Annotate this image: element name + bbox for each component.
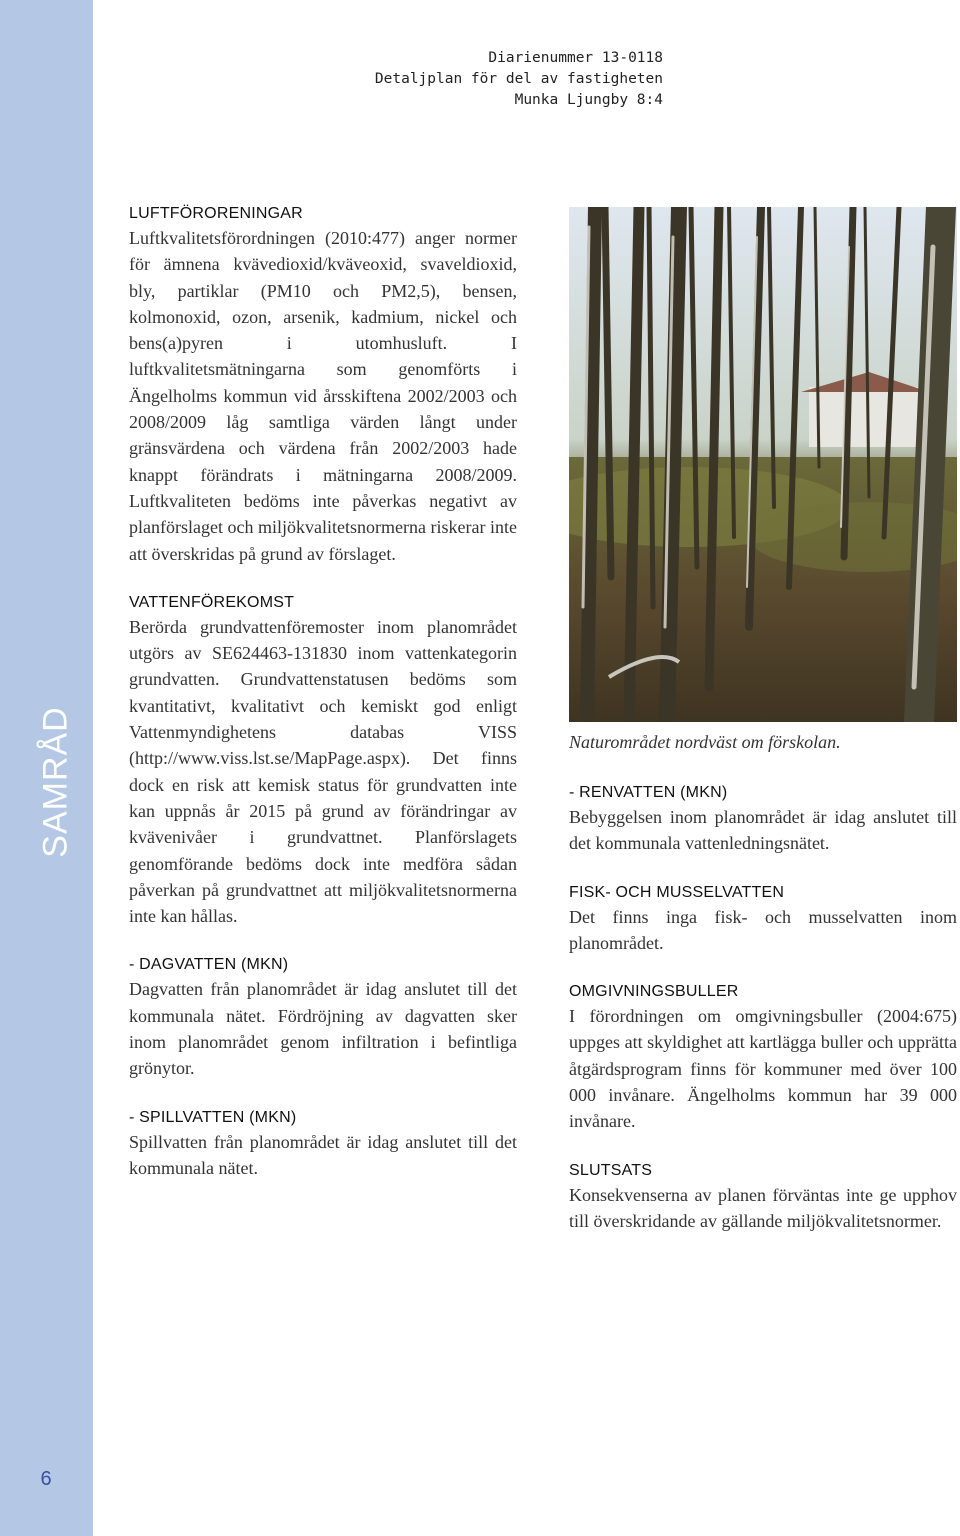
section-omgivningsbuller (569, 981, 957, 1134)
section-label: SAMRÅD (36, 706, 75, 858)
section-body: Berörda grundvattenföremoster inom planområdet utgörs av SE624463-131830 inom vattenkategorin grundvatten. Grundvattenstatusen bedöms som kvantitativt, kvalitativt och kemiskt god enligt Vattenmyndighetens databas VISS (http://www.viss.lst.se/MapPage.aspx). Det finns dock en risk att kemisk status för grundvatten inte kan uppnås år 2015 på grund av förändringar av kvävenivåer i grundvattnet. Planförslagets genomförande bedöms dock inte medföra sådan påverkan på grundvattnet att miljökvalitetsnormerna inte kan hållas. (129, 616, 517, 927)
page-number: 6 (40, 1468, 52, 1490)
section-dagvatten (129, 954, 517, 1081)
section-heading: SLUTSATS (569, 1161, 653, 1179)
section-body: Konsekvenserna av planen förväntas inte ge upphov till överskridande av gällande miljökvalitetsnormer. (569, 1184, 957, 1231)
section-heading: OMGIVNINGSBULLER (569, 983, 739, 1001)
property-name: Munka Ljungby 8:4 (514, 92, 663, 108)
section-body: Det finns inga fisk- och musselvatten inom planområdet. (569, 906, 957, 953)
section-heading: LUFTFÖRORENINGAR (129, 205, 303, 222)
section-body: Dagvatten från planområdet är idag anslutet till det kommunala nätet. Fördröjning av dagvatten sker inom planområdet genom infiltration i befintliga grönytor. (129, 979, 517, 1079)
section-body: I förordningen om omgivningsbuller (2004:675) uppges att skyldighet att kartlägga buller och upprätta åtgärdsprogram finns för kommuner med över 100 000 invånare. Ängelholms kommun har 39 000 invånare. (569, 1006, 957, 1132)
section-heading: FISK- OCH MUSSELVATTEN (569, 883, 785, 901)
section-slutsats (569, 1160, 957, 1235)
section-body: Spillvatten från planområdet är idag anslutet till det kommunala nätet. (129, 1131, 517, 1178)
section-luftfororeningar (129, 203, 517, 567)
right-column (569, 730, 957, 1259)
photo-caption: Naturområdet nordväst om förskolan. (569, 732, 841, 752)
section-heading: VATTENFÖREKOMST (129, 593, 295, 611)
section-spillvatten (129, 1107, 517, 1182)
section-renvatten (569, 782, 957, 857)
left-column (129, 203, 517, 1206)
document-header (375, 48, 663, 111)
section-heading: - SPILLVATTEN (MKN) (129, 1108, 297, 1126)
section-fisk-och-musselvatten (569, 882, 957, 957)
sidebar (0, 0, 93, 1536)
section-body: Luftkvalitetsförordningen (2010:477) anger normer för ämnena kvävedioxid/kväveoxid, svaveldioxid, bly, partiklar (PM10 och PM2,5), bensen, kolmonoxid, ozon, arsenik, kadmium, nickel och bens(a)pyren i utomhusluft. I luftkvalitetsmätningarna som genomförts i Ängelholms kommun vid årsskiftena 2002/2003 och 2008/2009 låg samtliga värden långt under gränsvärdena och värdena från 2002/2003 hade knappt förändrats i mätningarna 2008/2009. Luftkvaliteten bedöms inte påverkas negativt av planförslaget och miljökvalitetsnormerna riskerar inte att överskridas på grund av förslaget. (129, 228, 517, 564)
forest-photo (569, 207, 957, 722)
section-vattenforekomst (129, 592, 517, 930)
section-body: Bebyggelsen inom planområdet är idag anslutet till det kommunala vattenledningsnätet. (569, 807, 957, 854)
diary-number: Diarienummer 13-0118 (488, 50, 663, 66)
forest-illustration (569, 207, 957, 722)
section-heading: - DAGVATTEN (MKN) (129, 956, 289, 974)
section-heading: - RENVATTEN (MKN) (569, 784, 728, 801)
plan-title: Detaljplan för del av fastigheten (374, 71, 663, 87)
